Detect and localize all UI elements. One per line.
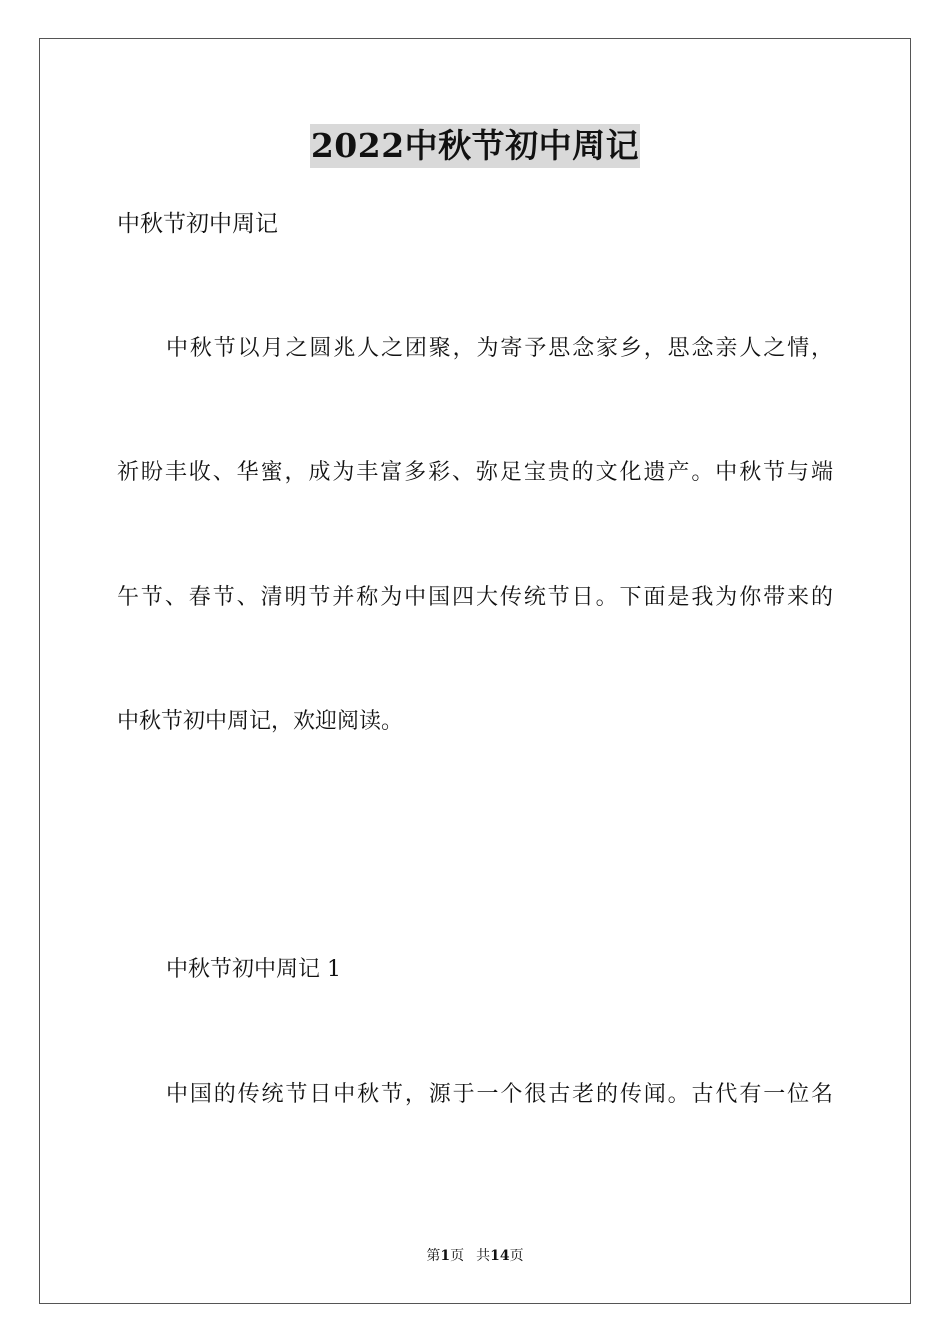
intro-line-1: 中秋节以月之圆兆人之团聚，为寄予思念家乡，思念亲人之情， (166, 336, 833, 361)
footer-page-suffix: 页 (450, 1248, 465, 1264)
footer-page-prefix: 第 (426, 1248, 441, 1264)
page-footer (0, 1247, 950, 1265)
document-title: 2022中秋节初中周记 (310, 124, 640, 168)
intro-line-3: 午节、春节、清明节并称为中国四大传统节日。下面是我为你带来的 (117, 585, 833, 610)
intro-line-2: 祈盼丰收、华蜜，成为丰富多彩、弥足宝贵的文化遗产。中秋节与端 (117, 460, 833, 485)
footer-total-suffix: 页 (509, 1248, 524, 1264)
section-heading: 中秋节初中周记 1 (166, 957, 341, 982)
footer-page-number: 1 (440, 1248, 451, 1264)
footer-total-pages: 14 (490, 1248, 510, 1264)
body-line-1: 中国的传统节日中秋节，源于一个很古老的传闻。古代有一位名 (166, 1082, 833, 1107)
footer-total-prefix: 共 (476, 1248, 491, 1264)
document-subtitle: 中秋节初中周记 (117, 211, 278, 237)
intro-line-4: 中秋节初中周记，欢迎阅读。 (117, 709, 404, 734)
title-container (0, 124, 950, 168)
